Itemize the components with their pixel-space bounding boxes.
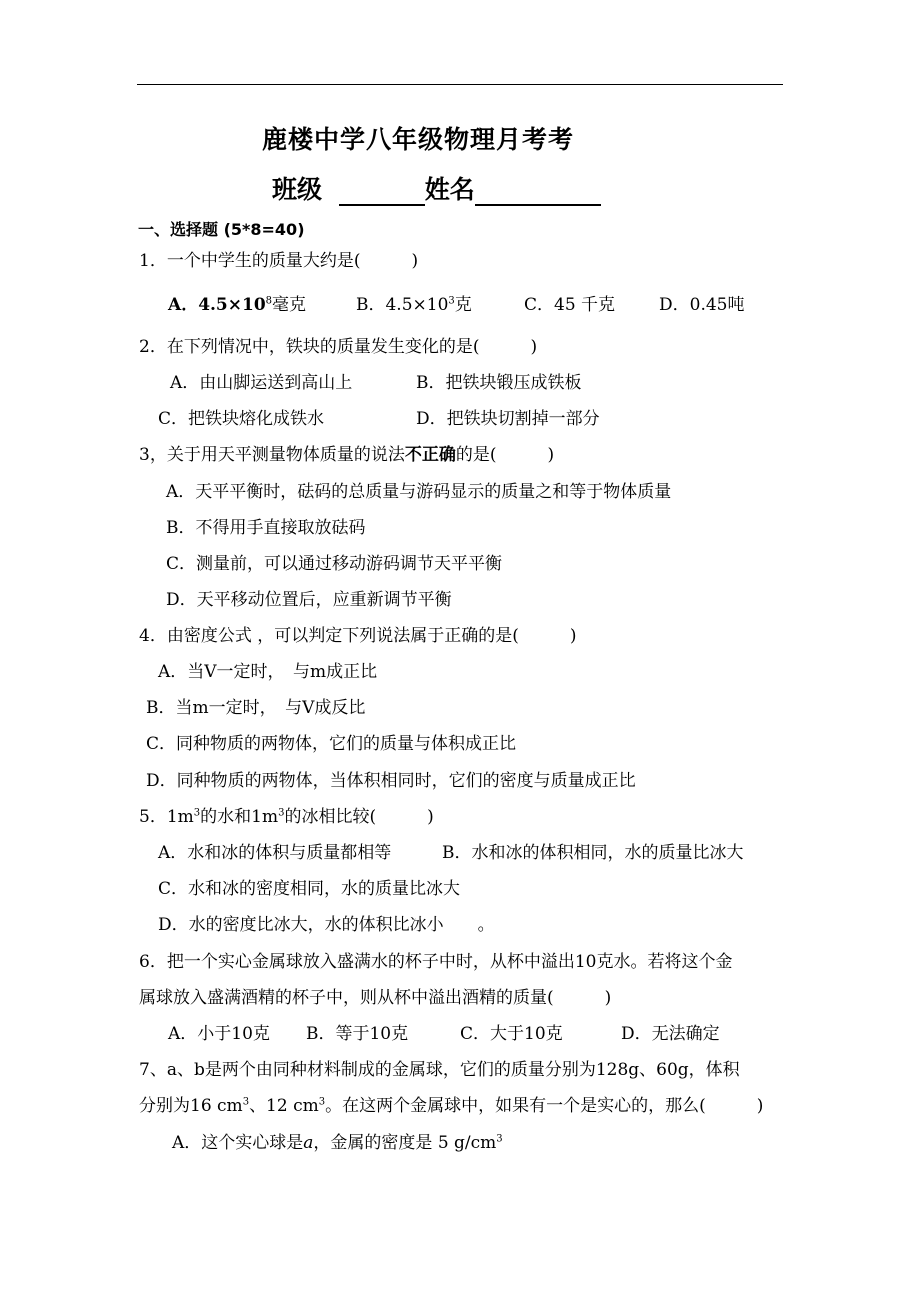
q6-option-a: A．小于10克	[168, 1024, 270, 1044]
q6-option-c: C．大于10克	[460, 1024, 563, 1044]
q2-option-b: B．把铁块锻压成铁板	[416, 373, 582, 393]
q7-stem-line1: 7、a、b是两个由同种材料制成的金属球，它们的质量分别为128g、60g，体积	[139, 1060, 740, 1080]
name-label: 姓名	[424, 175, 475, 204]
q1-option-a: A．$4.5\times 10^8$毫克	[168, 295, 307, 315]
q3-option-b: B．不得用手直接取放砝码	[166, 518, 366, 538]
q3-emphasis: 不正确	[404, 445, 456, 465]
q4-option-b: B．当m一定时， 与V成反比	[146, 698, 366, 718]
q2-stem: 2．在下列情况中，铁块的质量发生变化的是( )	[139, 337, 538, 357]
exam-title: 鹿楼中学八年级物理月考考	[262, 125, 575, 154]
q4-stem: 4．由密度公式 ，可以判定下列说法属于正确的是( )	[139, 626, 577, 646]
q4-option-a: A．当V一定时， 与m成正比	[158, 662, 378, 682]
q5-option-a: A．水和冰的体积与质量都相等	[158, 843, 392, 863]
section-heading: 一、选择题 (5*8=40)	[138, 220, 305, 239]
q2-option-d: D．把铁块切割掉一部分	[416, 409, 600, 429]
q1-stem: 1．一个中学生的质量大约是( )	[139, 251, 419, 271]
q6-stem-line1: 6．把一个实心金属球放入盛满水的杯子中时，从杯中溢出10克水。若将这个金	[139, 952, 733, 972]
q7-option-a: A．这个实心球是a，金属的密度是 5 $g/cm^3$	[172, 1133, 503, 1153]
q3-option-a: A．天平平衡时，砝码的总质量与游码显示的质量之和等于物体质量	[166, 482, 672, 502]
q2-option-c: C．把铁块熔化成铁水	[158, 409, 325, 429]
name-blank[interactable]	[475, 178, 601, 206]
q1-option-b: B．$4.5\times 10^3$克	[356, 295, 472, 315]
class-blank[interactable]	[339, 178, 425, 206]
q5-option-b: B．水和冰的体积相同，水的质量比冰大	[442, 843, 744, 863]
q5-option-d: D．水的密度比冰大，水的体积比冰小 。	[158, 915, 495, 935]
q3-option-d: D．天平移动位置后，应重新调节平衡	[166, 590, 452, 610]
q6-option-b: B．等于10克	[306, 1024, 409, 1044]
q5-option-c: C．水和冰的密度相同，水的质量比冰大	[158, 879, 461, 899]
q1-option-c: C．45 千克	[524, 295, 616, 315]
q4-option-d: D．同种物质的两物体，当体积相同时，它们的密度与质量成正比	[146, 771, 636, 791]
class-label: 班级	[272, 175, 323, 204]
class-name-line	[272, 170, 601, 206]
q3-option-c: C．测量前，可以通过移动游码调节天平平衡	[166, 554, 503, 574]
q7-stem-line2: 分别为16 $cm^3$、12 $cm^3$。在这两个金属球中，如果有一个是实心的，那么( )	[139, 1096, 764, 1116]
q6-option-d: D．无法确定	[621, 1024, 720, 1044]
q1-options	[168, 294, 745, 316]
top-rule	[137, 84, 783, 85]
q4-option-c: C．同种物质的两物体，它们的质量与体积成正比	[146, 734, 517, 754]
q2-option-a: A．由山脚运送到高山上	[170, 373, 353, 393]
q5-stem: 5．$1m^3$的水和$1m^3$的冰相比较( )	[139, 807, 434, 827]
q6-stem-line2: 属球放入盛满酒精的杯子中，则从杯中溢出酒精的质量( )	[139, 988, 612, 1008]
q1-option-d: D．0.45吨	[659, 295, 745, 315]
q3-stem: 3，关于用天平测量物体质量的说法不正确的是( )	[139, 445, 555, 465]
